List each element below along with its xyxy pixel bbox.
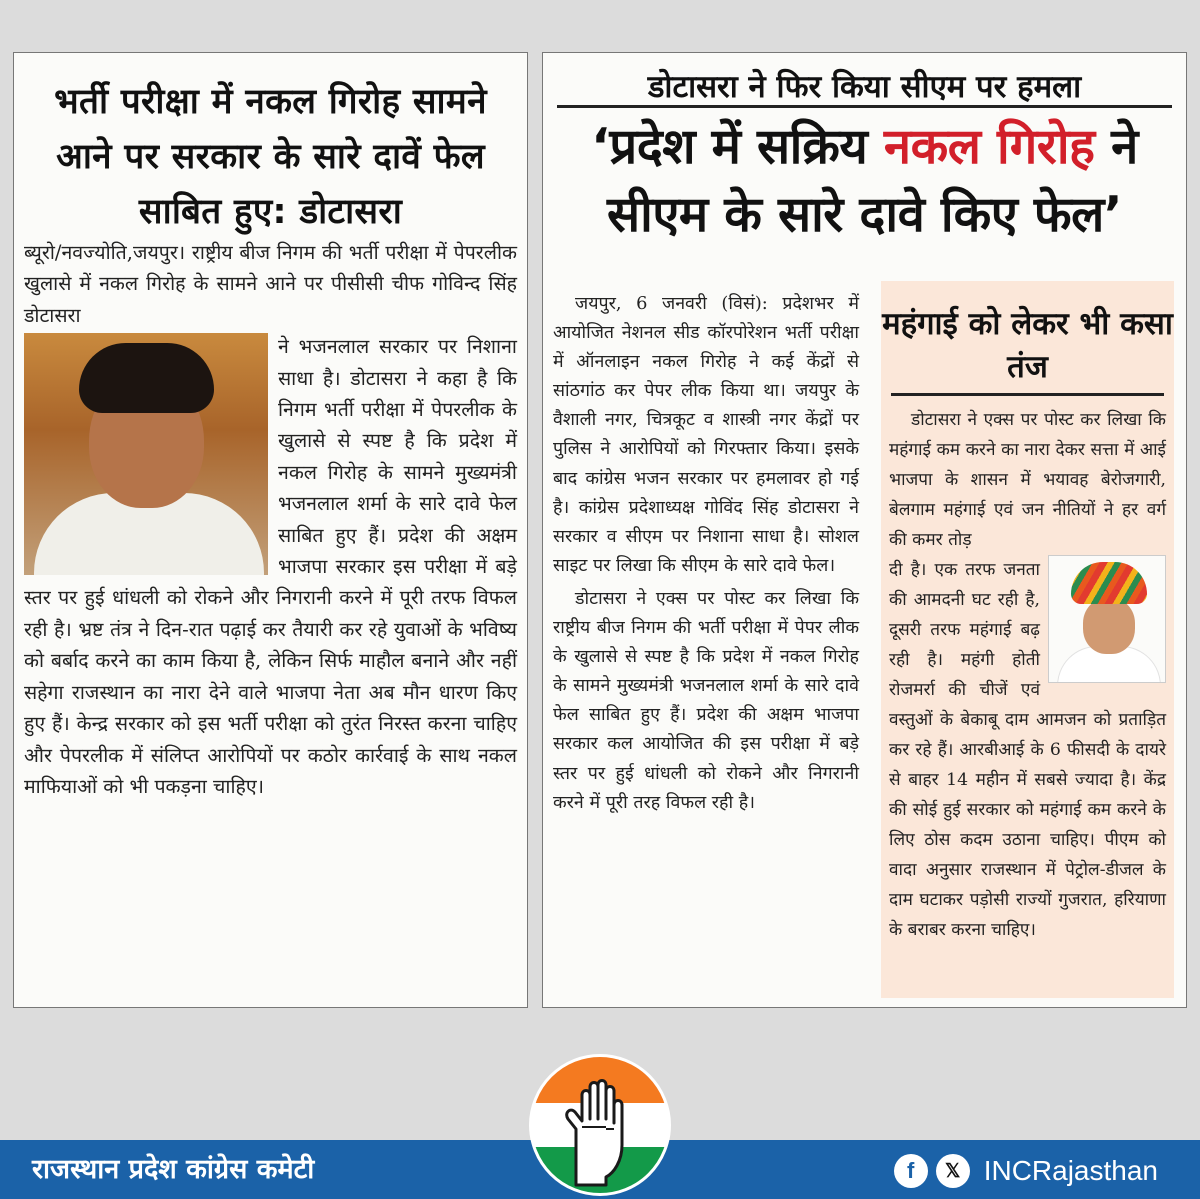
left-article-body <box>24 237 517 802</box>
right-article-para-1: जयपुर, 6 जनवरी (विसं): प्रदेशभर में आयोजित नेशनल सीड कॉरपोरेशन भर्ती परीक्षा में ऑनलाइन नकल गिरोह ने कई केंद्रों से सांठगांठ कर पेपर लीक किया था। जयपुर के वैशाली नगर, चित्रकूट व शास्त्री नगर केंद्रों पर पुलिस ने आरोपियों को गिरफ्तार किया। इसके बाद कांग्रेस भजन सरकार पर हमलावर हो गई है। कांग्रेस प्रदेशाध्यक्ष गोविंद सिंह डोटासरा ने सरकार व सीएम पर निशाना साधा है। सोशल साइट पर लिखा कि सीएम के सारे दावे फेल। <box>553 293 859 576</box>
congress-hand-logo <box>529 1054 671 1196</box>
facebook-icon[interactable]: f <box>894 1154 928 1188</box>
sidebar-body <box>889 405 1166 945</box>
org-name: राजस्थान प्रदेश कांग्रेस कमेटी <box>32 1154 315 1185</box>
inflation-sidebar <box>881 281 1174 998</box>
dotasra-turban-photo <box>1048 555 1166 683</box>
left-headline: भर्ती परीक्षा में नकल गिरोह सामने आने पर सरकार के सारे दावें फेल साबित हुए: डोटासरा <box>54 82 487 232</box>
sidebar-text: दी है। एक तरफ जनता की आमदनी घट रही है, दूसरी तरफ महंगाई बढ़ रही है। महंगी होती रोजमर्रा की चीजें एवं वस्तुओं के बेकाबू दाम आमजन को प्रताड़ित कर रहे हैं। आरबीआई के 6 फीसदी के दायरे से बाहर 14 महीन में सबसे ज्यादा है। केंद्र की सोई हुई सरकार को महंगाई कम करने के लिए ठोस कदम उठाना चाहिए। पीएम को वादा अनुसार राजस्थान में पेट्रोल-डीजल के दाम घटाकर पड़ोसी राज्यों गुजरात, हरियाणा के बराबर करना चाहिए। <box>889 560 1166 940</box>
kicker-headline: डोटासरा ने फिर किया सीएम पर हमला <box>647 69 1082 105</box>
left-news-clipping <box>13 52 528 1008</box>
left-article-intro: ब्यूरो/नवज्योति,जयपुर। राष्ट्रीय बीज निगम की भर्ती परीक्षा में पेपरलीक खुलासे में नकल गिरोह के सामने आने पर पीसीसी चीफ गोविन्द सिंह डोटासरा <box>24 241 517 327</box>
main-headline-part1: ‘प्रदेश में सक्रिय <box>591 118 884 175</box>
sidebar-title: महंगाई को लेकर भी कसा तंज <box>882 306 1173 385</box>
right-article-column <box>553 289 859 817</box>
right-news-clipping <box>542 52 1187 1008</box>
kicker-block <box>557 67 1172 111</box>
main-headline-highlight: नकल गिरोह <box>883 118 1095 175</box>
main-headline <box>557 113 1172 249</box>
sidebar-title-rule <box>891 393 1164 396</box>
main-headline-part2: ने सीएम के सारे दावे किए फेल’ <box>607 118 1138 243</box>
left-article-text: ने भजनलाल सरकार पर निशाना साधा है। डोटासरा ने कहा है कि निगम भर्ती परीक्षा में पेपरलीक के खुलासे से स्पष्ट है कि प्रदेश में नकल गिरोह के सामने मुख्यमंत्री भजनलाल शर्मा के सारे दावे फेल साबित हुए हैं। प्रदेश की अक्षम भाजपा सरकार इस परीक्षा में बड़े स्तर पर हुई धांधली को रोकने और निगरानी करने में पूरी तरफ विफल रही है। भ्रष्ट तंत्र ने दिन-रात पढ़ाई कर तैयारी कर रहे युवाओं के भविष्य को बर्बाद करने का काम किया है, लेकिन सिर्फ माहौल बनाने और नहीं सहेगा राजस्थान का नारा देने वाले भाजपा नेता अब मौन धारण किए हुए हैं। केन्द्र सरकार को इस भर्ती परीक्षा को तुरंत निरस्त करना चाहिए और पेपरलीक में संलिप्त आरोपियों पर कठोर कार्रवाई के साथ नकल माफियाओं को भी पकड़ना चाहिए। <box>24 335 517 798</box>
hand-icon <box>532 1057 668 1193</box>
sidebar-intro: डोटासरा ने एक्स पर पोस्ट कर लिखा कि महंगाई कम करने का नारा देकर सत्ता में आई भाजपा के शासन में भयावह बेरोजगारी, बेलगाम महंगाई एवं जन नीतियों ने हर वर्ग की कमर तोड़ <box>889 410 1166 550</box>
x-icon[interactable]: 𝕏 <box>936 1154 970 1188</box>
social-handle[interactable]: INCRajasthan <box>983 1155 1158 1186</box>
right-article-para-2: डोटासरा ने एक्स पर पोस्ट कर लिखा कि राष्ट्रीय बीज निगम की भर्ती परीक्षा में पेपर लीक के खुलासे से स्पष्ट है कि प्रदेश में नकल गिरोह के सामने मुख्यमंत्री भजनलाल शर्मा के सारे दावे फेल साबित हुए हैं। प्रदेश की अक्षम भाजपा सरकार कल आयोजित की इस परीक्षा में बड़े स्तर पर हुई धांधली को रोकने और निगरानी करने में पूरी तरह विफल रही है। <box>553 587 859 813</box>
dotasra-photo <box>24 333 268 575</box>
social-links <box>894 1150 1158 1192</box>
